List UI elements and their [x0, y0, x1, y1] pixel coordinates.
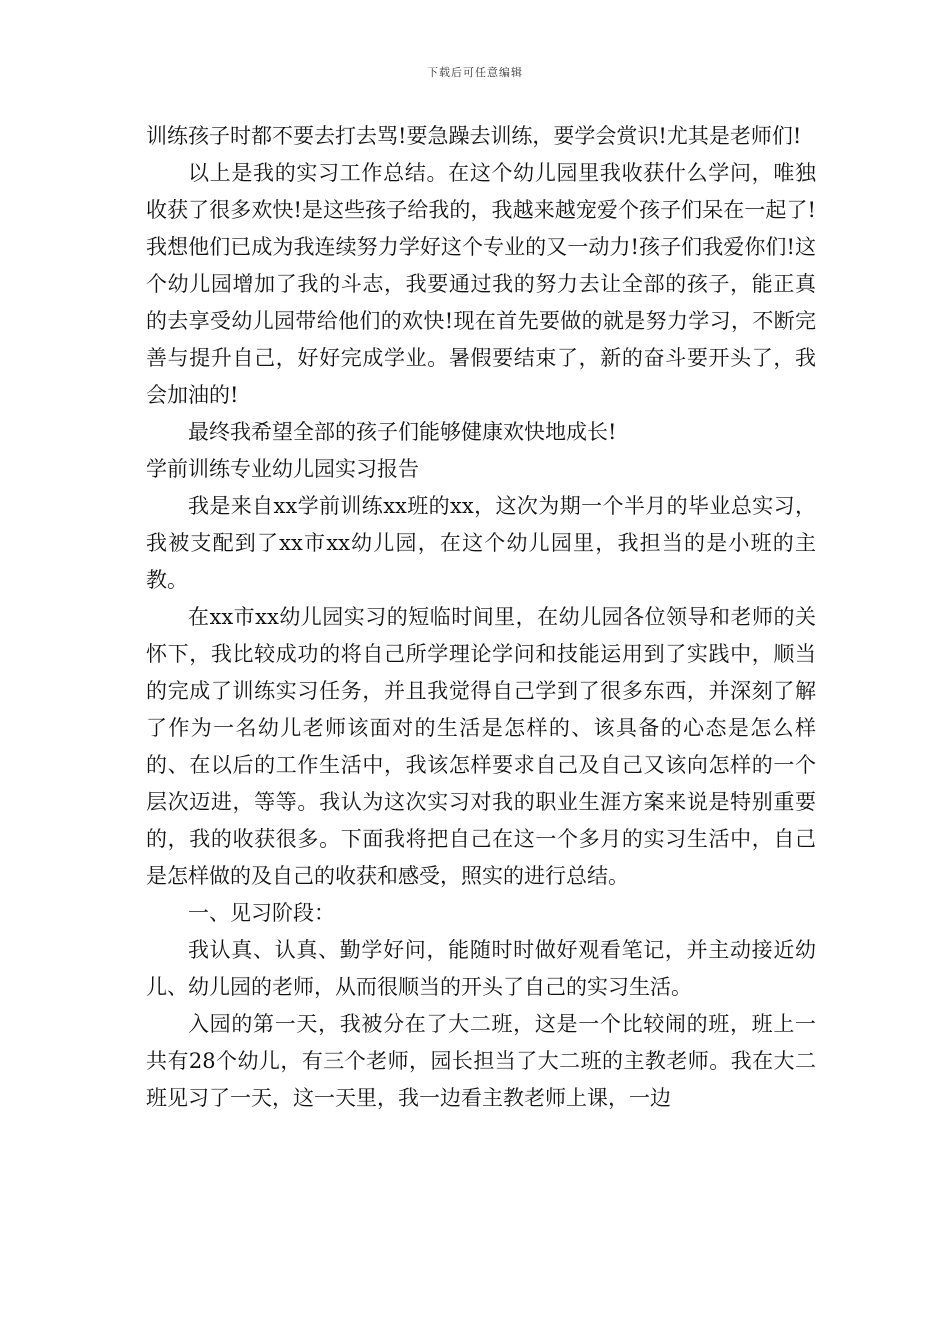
paragraph: 在xx市xx幼儿园实习的短临时间里，在幼儿园各位领导和老师的关怀下，我比较成功的将自己所学理论学问和技能运用到了实践中，顺当的完成了训练实习任务，并且我觉得自己学到了很多东西，并深刻了解了作为一名幼儿老师该面对的生活是怎样的、该具备的心态是怎么样的、在以后的工作生活中，我该怎样要求自己及自己又该向怎样的一个层次迈进，等等。我认为这次实习对我的职业生涯方案来说是特别重要的，我的收获很多。下面我将把自己在这一个多月的实习生活中，自己是怎样做的及自己的收获和感受，照实的进行总结。 [146, 605, 816, 888]
paragraph: 入园的第一天，我被分在了大二班，这是一个比较闹的班，班上一共有28个幼儿，有三个老师，园长担当了大二班的主教老师。我在大二班见习了一天，这一天里，我一边看主教老师上课，一边 [146, 1012, 816, 1110]
document-body [146, 118, 816, 1117]
paragraph: 以上是我的实习工作总结。在这个幼儿园里我收获什么学问，唯独收获了很多欢快!是这些孩子给我的，我越来越宠爱个孩子们呆在一起了!我想他们已成为我连续努力学好这个专业的又一动力!孩子们我爱你们!这个幼儿园增加了我的斗志，我要通过我的努力去让全部的孩子，能正真的去享受幼儿园带给他们的欢快!现在首先要做的就是努力学习，不断完善与提升自己，好好完成学业。暑假要结束了，新的奋斗要开头了，我会加油的! [146, 161, 816, 407]
section-title: 学前训练专业幼儿园实习报告 [146, 457, 419, 481]
section-heading: 一、见习阶段： [188, 901, 335, 925]
paragraph: 训练孩子时都不要去打去骂!要急躁去训练，要学会赏识!尤其是老师们! [146, 124, 802, 148]
paragraph: 最终我希望全部的孩子们能够健康欢快地成长! [188, 420, 617, 444]
page-header: 下载后可任意编辑 [427, 66, 523, 79]
paragraph: 我认真、认真、勤学好问，能随时时做好观看笔记，并主动接近幼儿、幼儿园的老师，从而很顺当的开头了自己的实习生活。 [146, 938, 816, 999]
paragraph: 我是来自xx学前训练xx班的xx，这次为期一个半月的毕业总实习，我被支配到了xx市xx幼儿园，在这个幼儿园里，我担当的是小班的主教。 [146, 494, 816, 592]
